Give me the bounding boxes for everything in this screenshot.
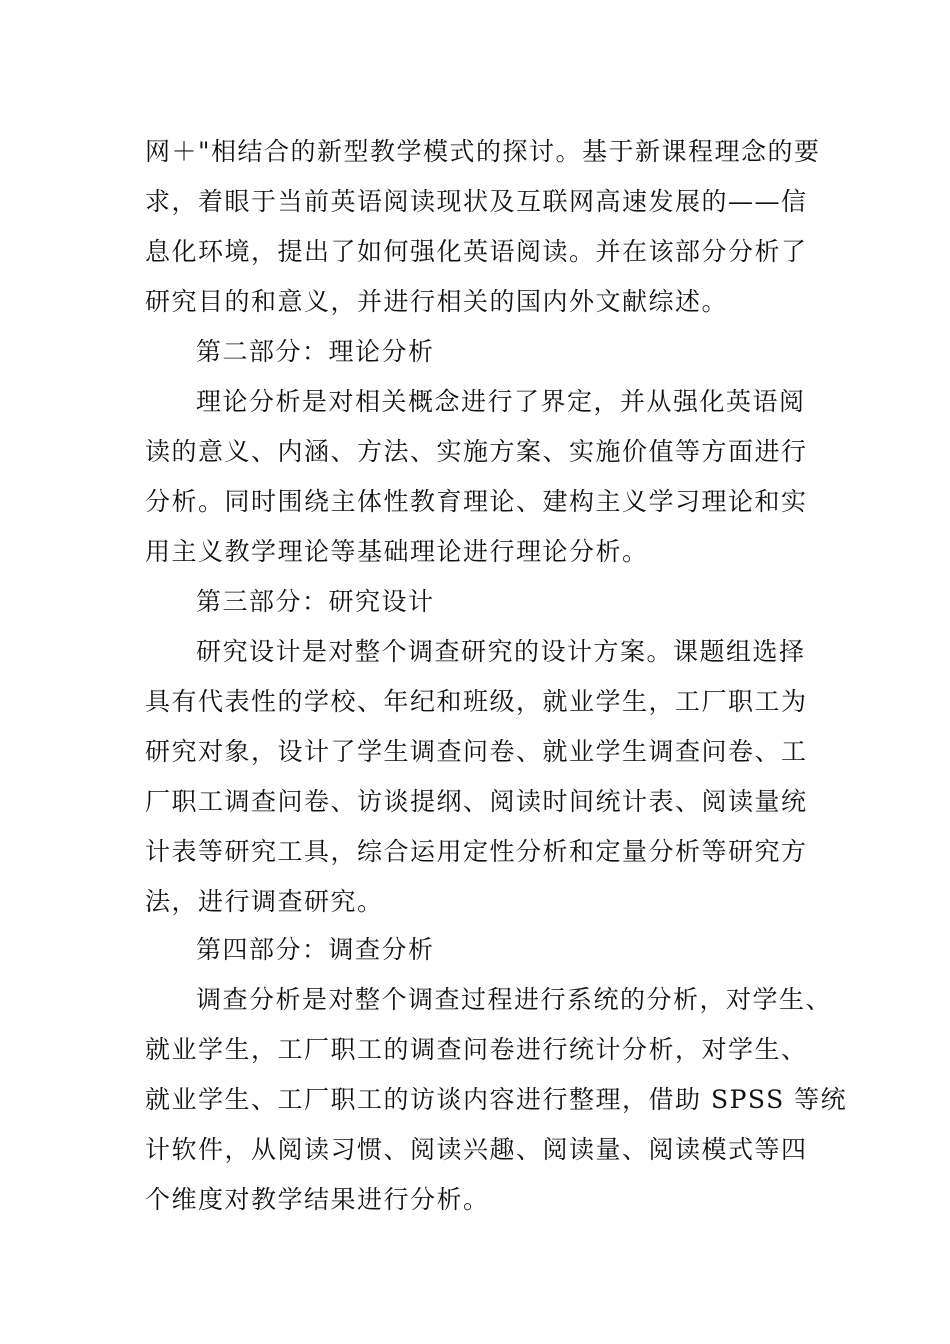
paragraph-line: 研究目的和意义，并进行相关的国内外文献综述。 — [145, 287, 729, 316]
paragraph-line: 求，着眼于当前英语阅读现状及互联网高速发展的——信 — [145, 187, 808, 216]
paragraph-line: 读的意义、内涵、方法、实施方案、实施价值等方面进行 — [145, 437, 808, 466]
paragraph-line: 个维度对教学结果进行分析。 — [145, 1185, 490, 1214]
section-heading: 第二部分：理论分析 — [196, 337, 435, 366]
paragraph-line: 就业学生、工厂职工的访谈内容进行整理，借助 SPSS 等统 — [145, 1085, 848, 1114]
paragraph-line: 研究对象，设计了学生调查问卷、就业学生调查问卷、工 — [145, 737, 808, 766]
paragraph-line: 调查分析是对整个调查过程进行系统的分析，对学生、 — [196, 985, 833, 1014]
section-heading: 第四部分：调查分析 — [196, 935, 435, 964]
section-heading: 第三部分：研究设计 — [196, 587, 435, 616]
paragraph-line: 分析。同时围绕主体性教育理论、建构主义学习理论和实 — [145, 487, 808, 516]
paragraph-line: 计表等研究工具，综合运用定性分析和定量分析等研究方 — [145, 837, 808, 866]
paragraph-line: 研究设计是对整个调查研究的设计方案。课题组选择 — [196, 637, 806, 666]
paragraph-line: 厂职工调查问卷、访谈提纲、阅读时间统计表、阅读量统 — [145, 787, 808, 816]
paragraph-line: 法，进行调查研究。 — [145, 887, 384, 916]
paragraph-line: 网＋"相结合的新型教学模式的探讨。基于新课程理念的要 — [145, 137, 821, 166]
paragraph-line: 计软件，从阅读习惯、阅读兴趣、阅读量、阅读模式等四 — [145, 1135, 808, 1164]
paragraph-line: 息化环境，提出了如何强化英语阅读。并在该部分分析了 — [145, 237, 808, 266]
paragraph-line: 就业学生，工厂职工的调查问卷进行统计分析，对学生、 — [145, 1035, 808, 1064]
paragraph-line: 用主义教学理论等基础理论进行理论分析。 — [145, 537, 649, 566]
paragraph-line: 具有代表性的学校、年纪和班级，就业学生，工厂职工为 — [145, 687, 808, 716]
paragraph-line: 理论分析是对相关概念进行了界定，并从强化英语阅 — [196, 387, 806, 416]
